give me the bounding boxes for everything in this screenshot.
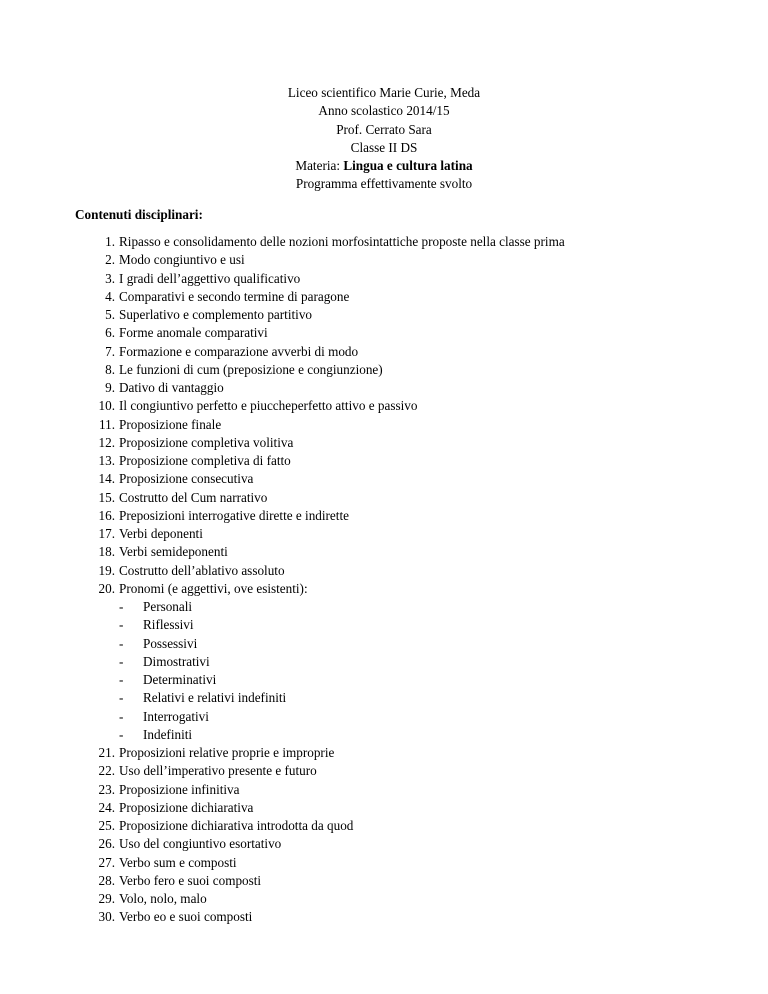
topics-list (0, 233, 768, 927)
subject-line (0, 157, 768, 175)
sub-list-item: - Possessivi (0, 635, 768, 653)
sub-list-item: - Dimostrativi (0, 653, 768, 671)
list-item: 15. Costrutto del Cum narrativo (98, 489, 268, 505)
list-item: 28. Verbo fero e suoi composti (98, 872, 262, 888)
sub-list-item: - Indefiniti (0, 726, 768, 744)
sub-list-item: - Interrogativi (0, 708, 768, 726)
school-name: Liceo scientifico Marie Curie, Meda (287, 85, 481, 100)
program-title: Programma effettivamente svolto (295, 176, 473, 192)
list-item: 1. Ripasso e consolidamento delle nozioni morfosintattiche proposte nella classe prima (105, 234, 565, 249)
list-item: 29. Volo, nolo, malo (98, 891, 207, 906)
list-item: 24. Proposizione dichiarativa (98, 799, 254, 815)
list-item: 26. Uso del congiuntivo esortativo (98, 836, 282, 852)
sub-list-item: - Personali (0, 598, 768, 616)
list-item: 18. Verbi semideponenti (98, 544, 228, 560)
list-item: 4. Comparativi e secondo termine di paragone (105, 288, 350, 304)
dash-bullet: - (119, 672, 124, 687)
list-item: 30. Verbo eo e suoi composti (98, 909, 253, 925)
list-item: 22. Uso dell’imperativo presente e futuro (98, 763, 317, 779)
list-item: 16. Preposizioni interrogative dirette e indirette (98, 507, 349, 523)
sub-list-item: - Relativi e relativi indefiniti (0, 689, 768, 707)
list-item: 20. Pronomi (e aggettivi, ove esistenti): (98, 580, 308, 596)
list-item: 25. Proposizione dichiarativa introdotta da quod (98, 818, 354, 833)
dash-bullet: - (119, 726, 124, 742)
list-item: 14. Proposizione consecutiva (98, 471, 254, 487)
list-item: 7. Formazione e comparazione avverbi di modo (105, 343, 359, 359)
section-title: Contenuti disciplinari: (75, 207, 203, 222)
list-item: 19. Costrutto dell’ablativo assoluto (98, 562, 285, 578)
list-item: 9. Dativo di vantaggio (105, 380, 224, 395)
sub-list-item: - Determinativi (0, 671, 768, 689)
subject-label: Materia: (295, 158, 344, 173)
dash-bullet: - (119, 690, 124, 706)
teacher-name: Prof. Cerrato Sara (336, 121, 432, 137)
list-item: 23. Proposizione infinitiva (98, 781, 240, 797)
list-item: 13. Proposizione completiva di fatto (98, 453, 291, 468)
list-item: 2. Modo congiuntivo e usi (105, 252, 245, 268)
document-header (0, 84, 768, 194)
dash-bullet: - (119, 653, 124, 669)
list-item: 8. Le funzioni di cum (preposizione e congiunzione) (105, 361, 383, 377)
list-item: 27. Verbo sum e composti (98, 854, 237, 870)
list-item: 5. Superlativo e complemento partitivo (105, 307, 313, 322)
sub-list-item: - Riflessivi (0, 616, 768, 634)
list-item: 10. Il congiuntivo perfetto e piuccheperfetto attivo e passivo (98, 398, 418, 414)
dash-bullet: - (119, 635, 124, 651)
list-item: 21. Proposizioni relative proprie e improprie (98, 745, 335, 760)
subject-value: Lingua e cultura latina (343, 158, 473, 173)
list-item: 17. Verbi deponenti (98, 526, 203, 541)
class-name: Classe II DS (350, 139, 418, 155)
dash-bullet: - (119, 599, 124, 614)
dash-bullet: - (119, 708, 124, 724)
list-item: 6. Forme anomale comparativi (105, 325, 268, 341)
school-year: Anno scolastico 2014/15 (318, 103, 450, 119)
list-item: 12. Proposizione completiva volitiva (98, 434, 294, 450)
list-item: 3. I gradi dell’aggettivo qualificativo (105, 270, 301, 286)
dash-bullet: - (119, 617, 124, 633)
list-item: 11. Proposizione finale (99, 416, 222, 432)
